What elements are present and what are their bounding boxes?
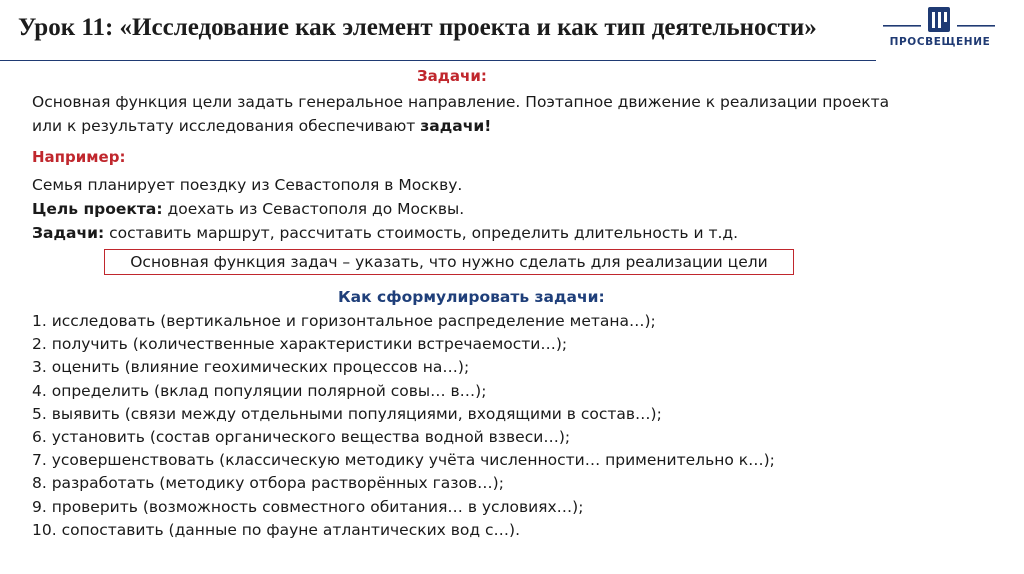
list-item: 10. сопоставить (данные по фауне атлантических вод с…).: [32, 520, 521, 539]
callout-box: Основная функция задач – указать, что нужно сделать для реализации цели: [104, 249, 794, 275]
tasks-heading: Задачи:: [417, 67, 487, 85]
steps-list: [32, 310, 775, 542]
example-line-1: Семья планирует поездку из Севастополя в Москву.: [32, 176, 463, 194]
list-item: 2. получить (количественные характеристики встречаемости…);: [32, 335, 568, 354]
list-item: 6. установить (состав органического вещества водной взвеси…);: [32, 428, 571, 447]
intro-line-2-bold: задачи!: [420, 117, 492, 135]
list-item: 5. выявить (связи между отдельными популяциями, входящими в состав…);: [32, 404, 662, 423]
goal-label: Цель проекта:: [32, 200, 163, 218]
example-heading: Например:: [32, 148, 126, 166]
list-item: 7. усовершенствовать (классическую методику учёта численности… применительно к…);: [32, 451, 775, 470]
example-tasks-line: [32, 221, 738, 245]
intro-line-2: [32, 114, 491, 138]
publisher-logo: [878, 6, 1000, 50]
tasks-label: Задачи:: [32, 224, 105, 242]
goal-text: доехать из Севастополя до Москвы.: [162, 200, 465, 218]
list-item: 8. разработать (методику отбора растворённых газов…);: [32, 474, 504, 493]
list-item: 9. проверить (возможность совместного обитания… в условиях…);: [32, 497, 584, 516]
list-item: 1. исследовать (вертикальное и горизонтальное распределение метана…);: [32, 312, 656, 330]
slide-title: Урок 11: «Исследование как элемент проекта и как тип деятельности»: [18, 14, 817, 41]
example-goal-line: [32, 197, 464, 221]
list-item: 4. определить (вклад популяции полярной совы… в…);: [32, 381, 487, 400]
tasks-text: составить маршрут, рассчитать стоимость, определить длительность и т.д.: [104, 224, 739, 242]
title-divider: [0, 60, 876, 61]
intro-line-2-text: или к результату исследования обеспечивают: [32, 117, 421, 135]
logo-wordmark: ПРОСВЕЩЕНИЕ: [889, 36, 991, 48]
howto-heading: Как сформулировать задачи:: [338, 288, 605, 306]
list-item: 3. оценить (влияние геохимических процессов на…);: [32, 358, 470, 377]
intro-line-1: Основная функция цели задать генеральное направление. Поэтапное движение к реализации проекта: [32, 93, 890, 111]
logo-emblem-icon: [878, 6, 1000, 36]
